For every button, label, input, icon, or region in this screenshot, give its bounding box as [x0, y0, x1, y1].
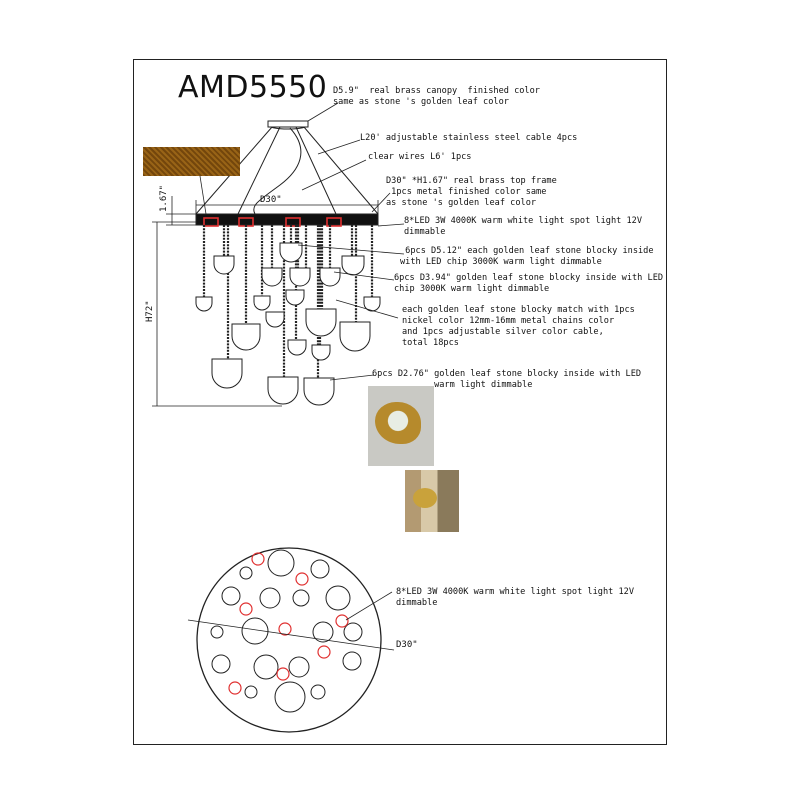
stone-photo-2 [405, 470, 459, 532]
frame-width-dim: D30" [260, 195, 282, 205]
note-cable: L20' adjustable stainless steel cable 4pcs [360, 133, 578, 143]
top-frame [196, 214, 378, 225]
note-stone-medium: 6pcs D3.94" golden leaf stone blocky inside with LED chip 3000K warm light dimmable [394, 273, 664, 294]
pendant-stones [196, 243, 380, 405]
total-height-dim: H72" [145, 300, 155, 322]
brass-texture-photo [143, 147, 240, 176]
plan-diameter-dim: D30" [396, 640, 418, 650]
model-number: AMD5550 [178, 70, 328, 105]
canopy-body [268, 121, 308, 127]
leader-lines [200, 103, 404, 380]
note-wires: clear wires L6' 1pcs [368, 152, 472, 162]
note-stone-small: 6pcs D2.76" golden leaf stone blocky inside with LED warm light dimmable [372, 369, 642, 390]
note-chains: each golden leaf stone blocky match with 1pcs nickel color 12mm-16mm metal chains color and 1pcs adjustable silver color cable, total 18pcs [402, 305, 635, 348]
note-canopy: D5.9" real brass canopy finished color same as stone 's golden leaf color [333, 86, 540, 107]
note-frame: D30" *H1.67" real brass top frame 1pcs metal finished color same as stone 's golden leaf color [386, 176, 557, 208]
note-stone-large: 6pcs D5.12" each golden leaf stone blocky inside with LED chip 3000K warm light dimmable [400, 246, 654, 267]
note-plan-led: 8*LED 3W 4000K warm white light spot light 12V dimmable [396, 587, 634, 608]
stone-photo-1 [368, 386, 434, 466]
note-led: 8*LED 3W 4000K warm white light spot light 12V dimmable [404, 216, 642, 237]
frame-height-dim: 1.67" [159, 184, 169, 212]
